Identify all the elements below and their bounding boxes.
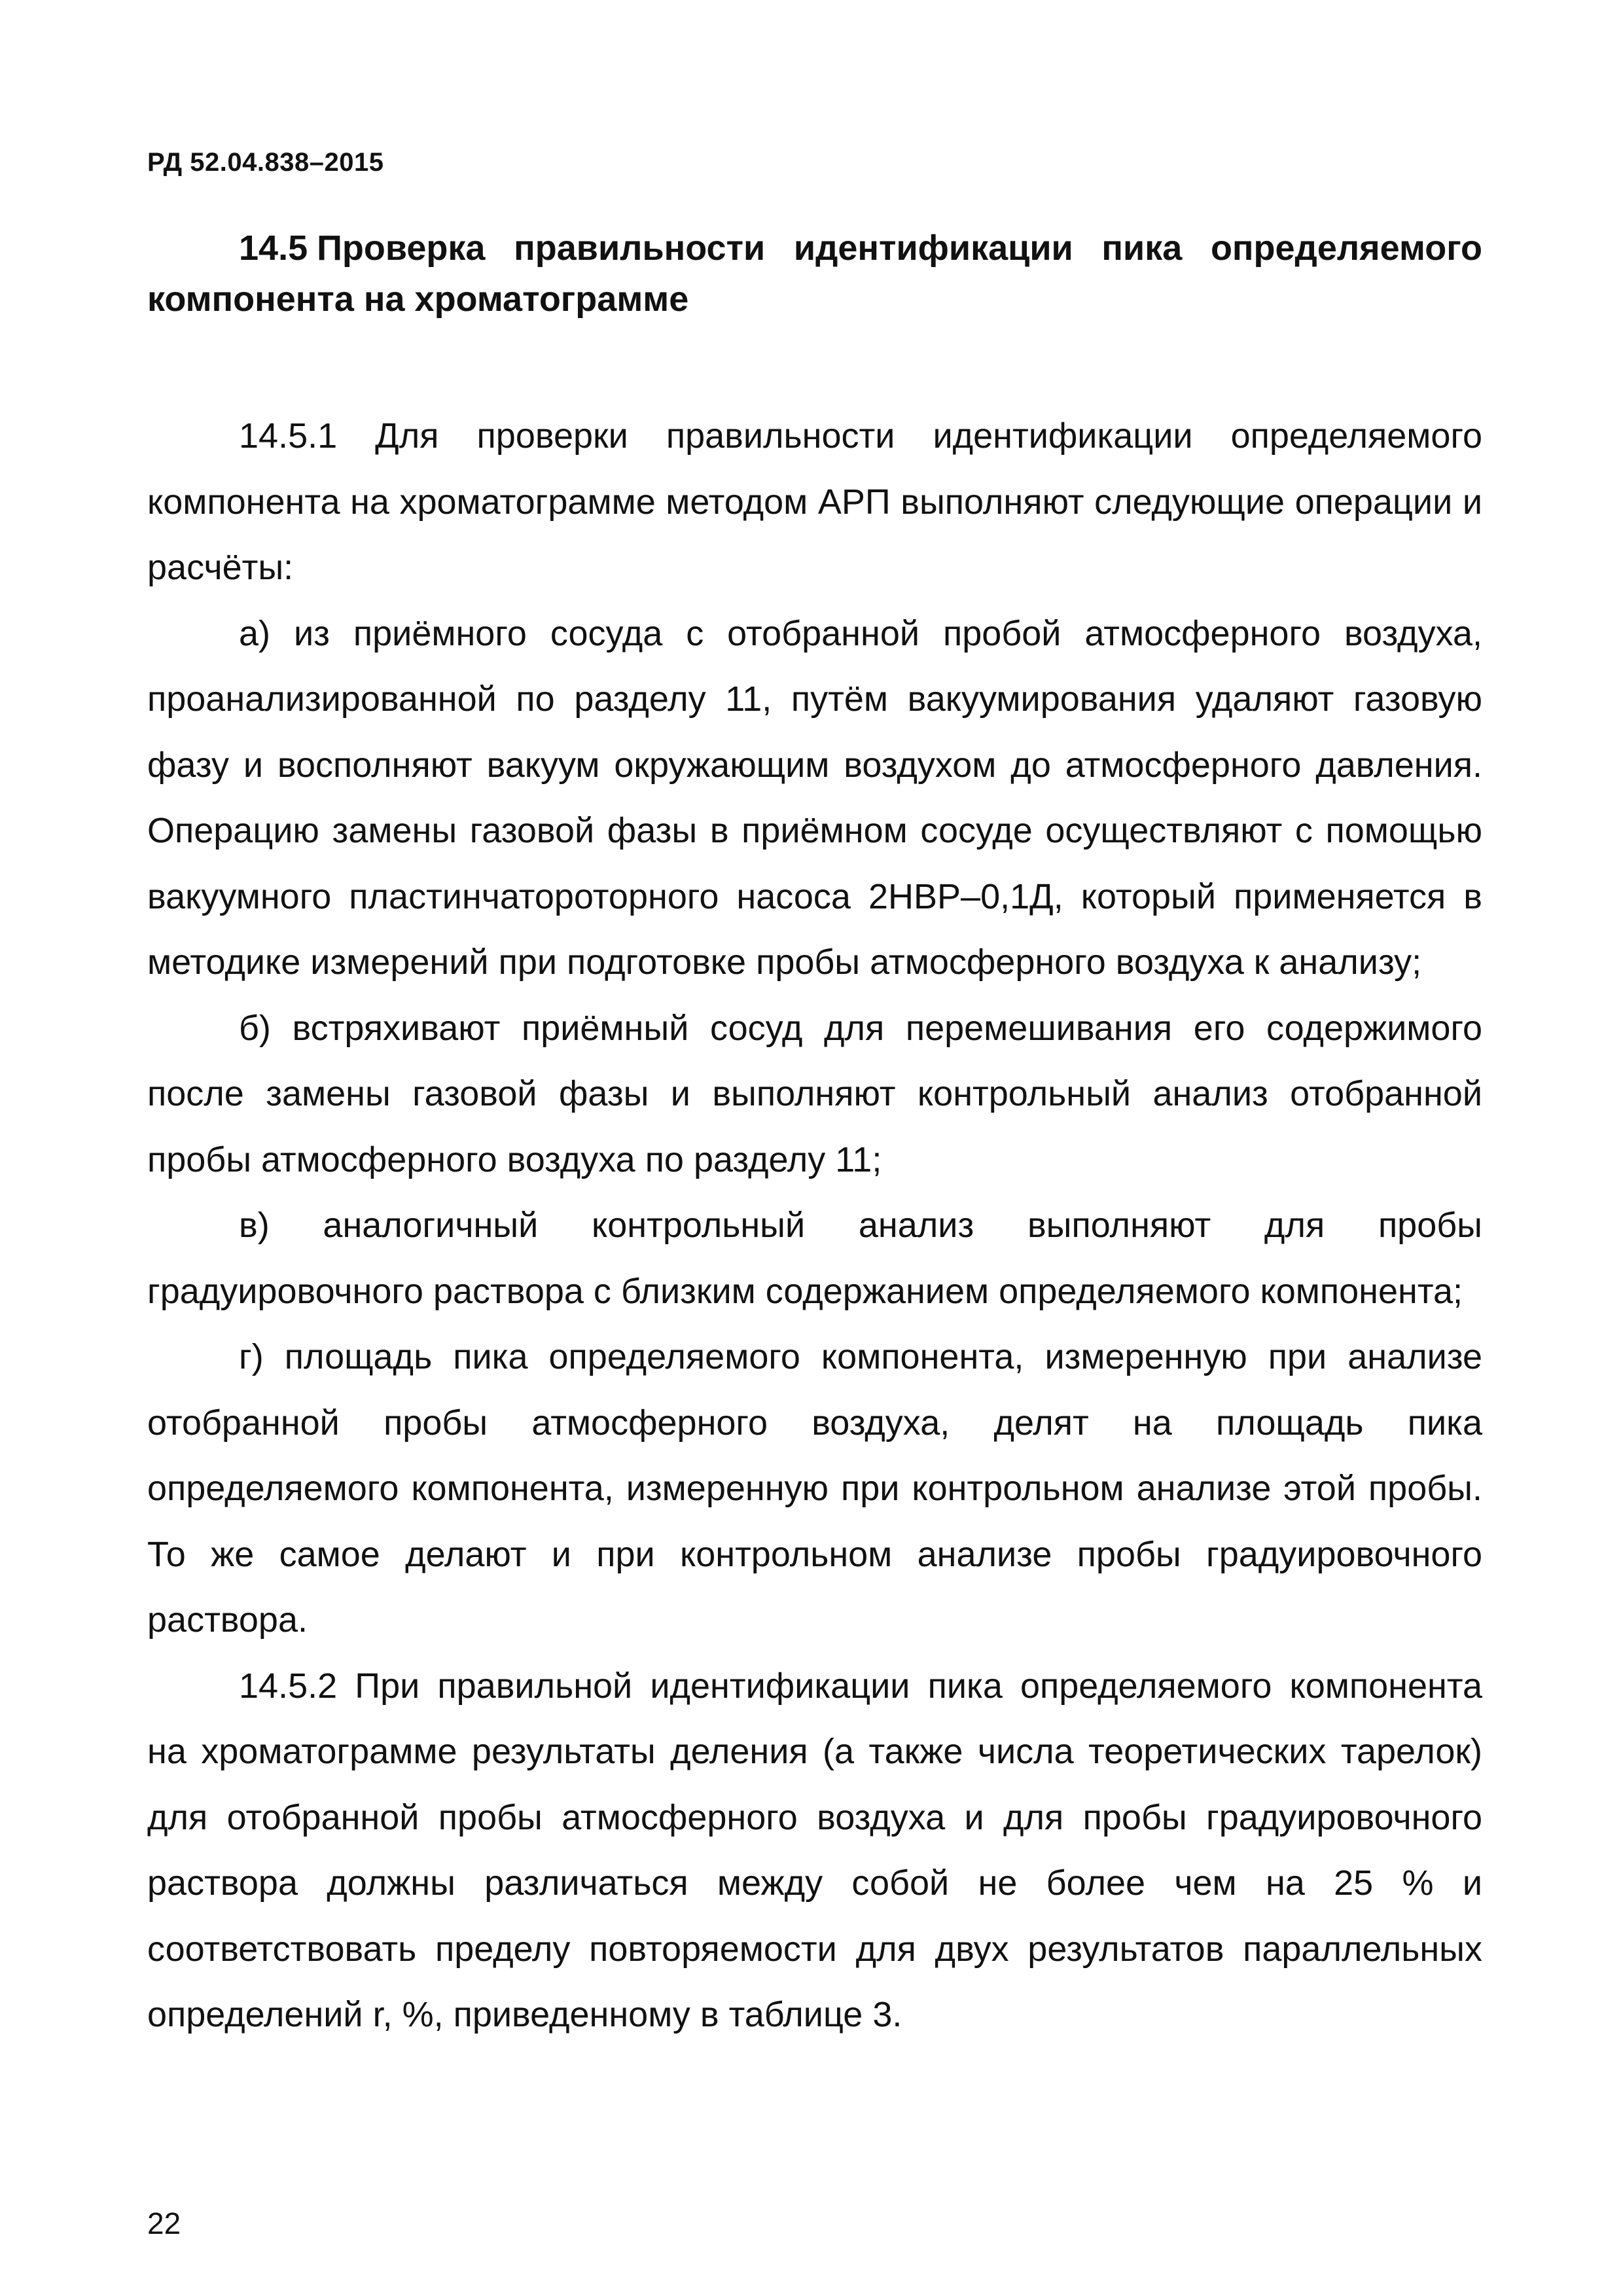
section-heading [147,223,1482,325]
list-item-g: г) площадь пика определяемого компонента, измеренную при анализе отобранной пробы атмосферного воздуха, делят на площадь пика определяемого компонента, измеренную при контрольном анализе этой пробы. То же самое делают и при контрольном анализе пробы градуировочного раствора. [147,1337,1482,1640]
list-item-b: б) встряхивают приёмный сосуд для перемешивания его содержимого после замены газовой фазы и выполняют контрольный анализ отобранной пробы атмосферного воздуха по разделу 11; [147,1008,1482,1179]
section-title: Проверка правильности идентификации пика определяемого компонента на хроматограмме [147,228,1482,319]
page-content [147,223,1482,2048]
paragraph-14-5-2: 14.5.2 При правильной идентификации пика определяемого компонента на хроматограмме результаты деления (а также числа теоретических тарелок) для отобранной пробы атмосферного воздуха и для пробы градуировочного раствора должны различаться между собой не более чем на 25 % и соответствовать пределу повторяемости для двух результатов параллельных определений r, %, приведенному в таблице 3. [147,1666,1482,2034]
page-number: 22 [147,2206,181,2240]
list-item-a: а) из приёмного сосуда с отобранной пробой атмосферного воздуха, проанализированной по разделу 11, путём вакуумирования удаляют газовую фазу и восполняют вакуум окружающим воздухом до атмосферного давления. Операцию замены газовой фазы в приёмном сосуде осуществляют с помощью вакуумного пластинчатороторного насоса 2НВР–0,1Д, который применяется в методике измерений при подготовке пробы атмосферного воздуха к анализу; [147,613,1482,982]
section-number: 14.5 [239,228,308,268]
document-code: РД 52.04.838–2015 [147,148,384,177]
list-item-v: в) аналогичный контрольный анализ выполняют для пробы градуировочного раствора с близким содержанием определяемого компонента; [147,1206,1482,1311]
paragraph-14-5-1: 14.5.1 Для проверки правильности идентификации определяемого компонента на хроматограмме методом АРП выполняют следующие операции и расчёты: [147,416,1482,587]
